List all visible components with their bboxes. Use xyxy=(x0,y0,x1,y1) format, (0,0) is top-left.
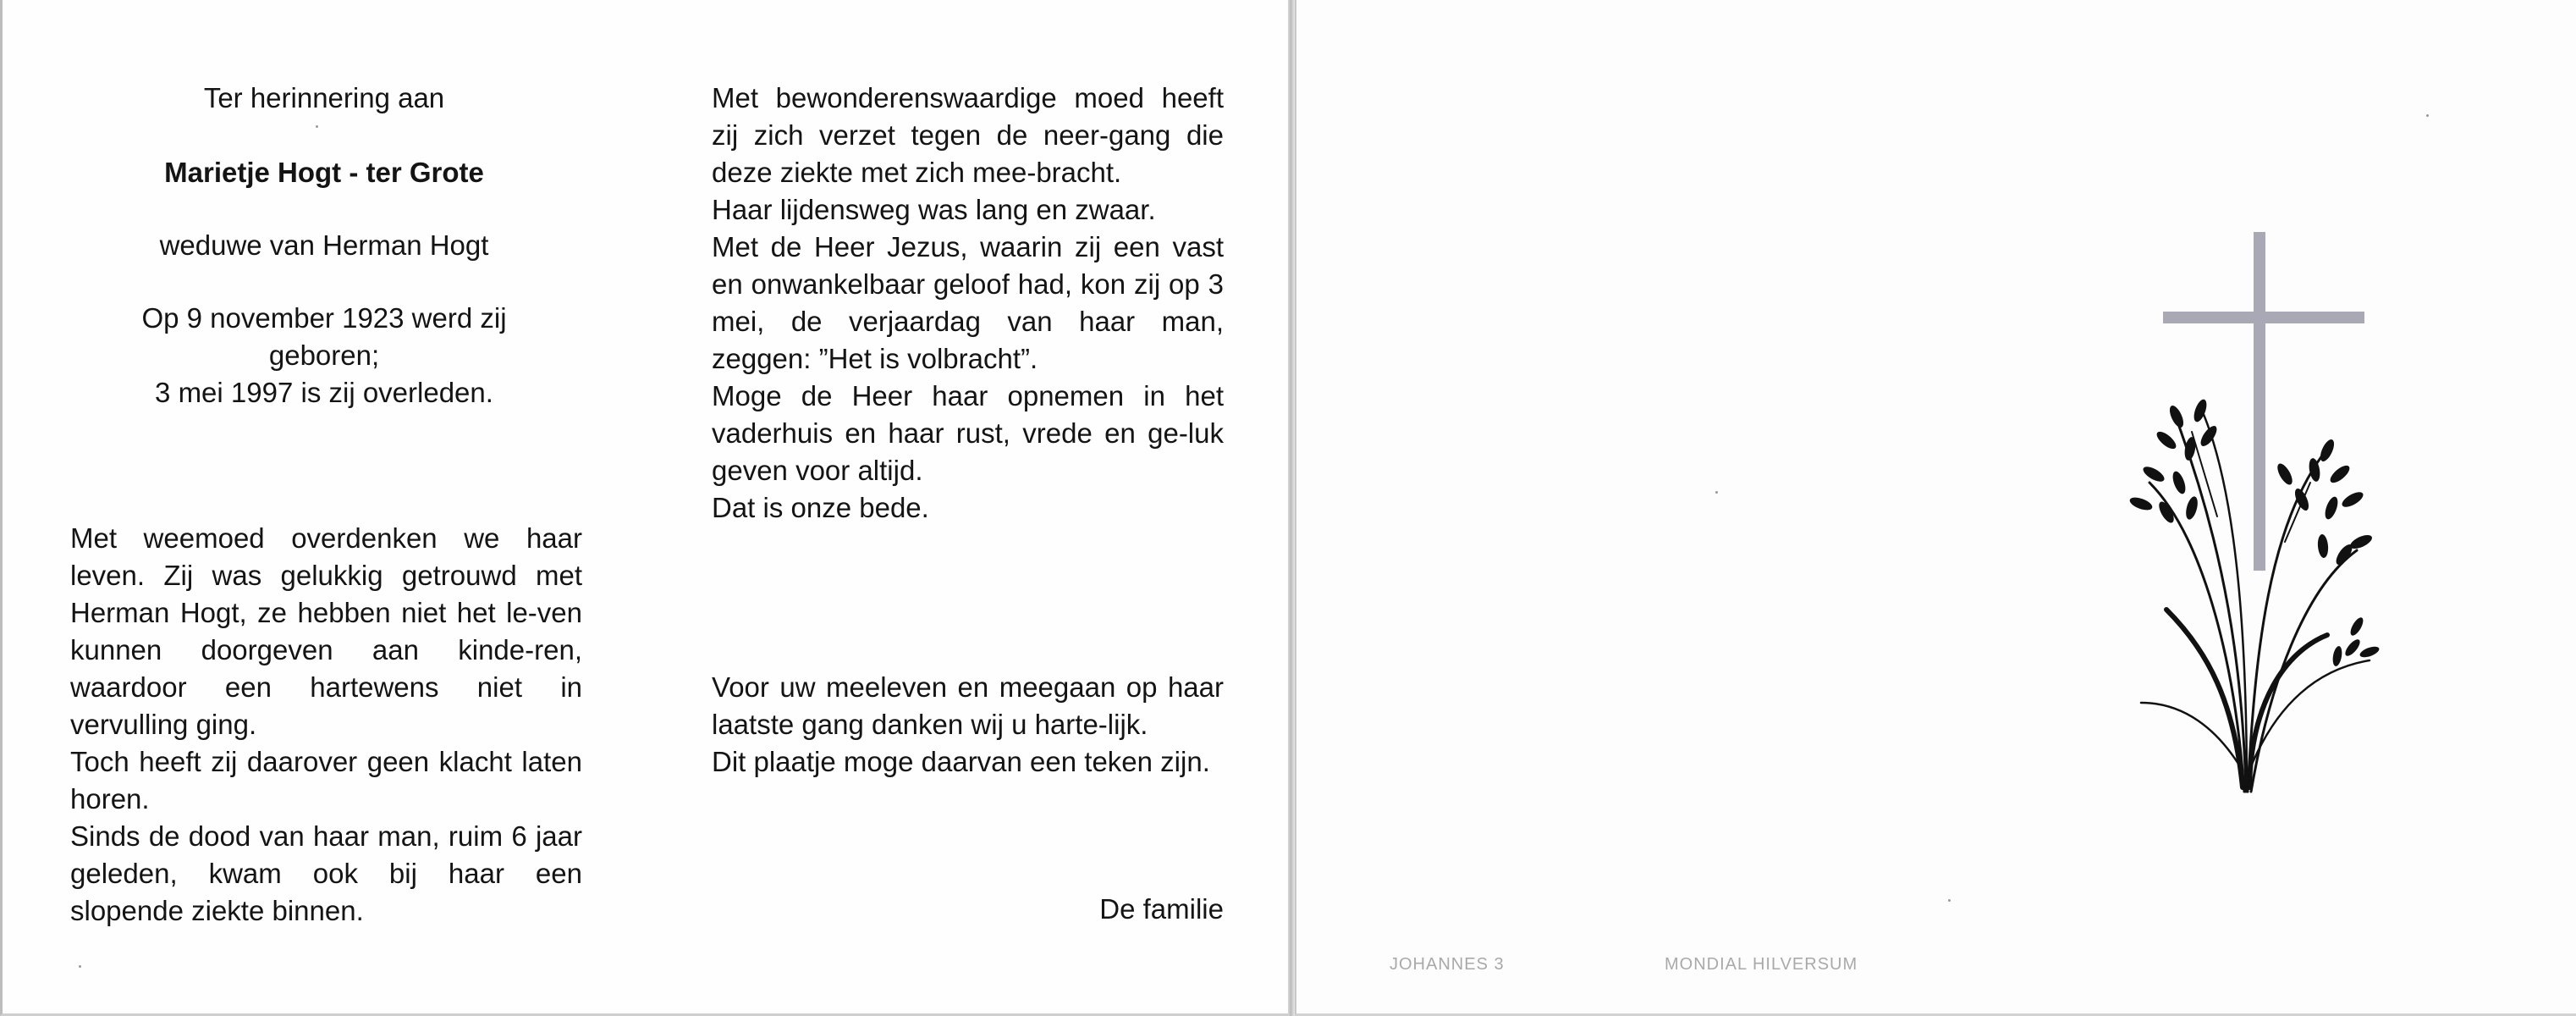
deceased-name: Marietje Hogt - ter Grote xyxy=(164,157,484,188)
card-fold xyxy=(1288,0,1295,1016)
paper-speck xyxy=(2426,114,2429,117)
birth-line: Op 9 november 1923 werd zij xyxy=(141,302,507,334)
memorial-text-left xyxy=(70,520,582,930)
thanks-block xyxy=(712,669,1224,781)
cross-horizontal xyxy=(2163,312,2364,323)
paragraph: Haar lijdensweg was lang en zwaar. xyxy=(712,194,1156,225)
life-dates xyxy=(87,300,561,411)
intro-line: Ter herinnering aan xyxy=(203,82,445,113)
paragraph: Moge de Heer haar opnemen in het vaderhuis en haar rust, vrede en ge-luk geven voor altijd. xyxy=(712,380,1224,486)
widow-line: weduwe van Herman Hogt xyxy=(159,229,489,261)
paragraph: Voor uw meeleven en meegaan op haar laatste gang danken wij u harte-lijk. xyxy=(712,671,1224,740)
paragraph: Dit plaatje moge daarvan een teken zijn. xyxy=(712,746,1210,777)
death-line: 3 mei 1997 is zij overleden. xyxy=(155,377,493,408)
footer-printer: MONDIAL HILVERSUM xyxy=(1665,955,1858,974)
memorial-text-right xyxy=(712,80,1224,527)
paragraph: Met de Heer Jezus, waarin zij een vast en onwankelbaar geloof had, kon zij op 3 mei, de verjaardag van haar man, zeggen: ”Het is volbracht”. xyxy=(712,231,1224,374)
header-block xyxy=(87,80,561,411)
signature: De familie xyxy=(1099,893,1224,925)
paper-speck xyxy=(316,125,318,128)
footer-reference: JOHANNES 3 xyxy=(1390,955,1505,974)
paragraph: Met weemoed overdenken we haar leven. Zij was gelukkig getrouwd met Herman Hogt, ze hebben niet het le-ven kunnen doorgeven aan kinde-ren, waardoor een hartewens niet in vervulling ging. xyxy=(70,522,582,740)
paragraph: Met bewonderenswaardige moed heeft zij zich verzet tegen de neer-gang die deze ziekte met zich mee-bracht. xyxy=(712,82,1224,188)
paragraph: Toch heeft zij daarover geen klacht laten horen. xyxy=(70,746,582,814)
cross-with-grass-icon xyxy=(2116,229,2386,804)
cross-vertical xyxy=(2254,232,2265,571)
birth-line-cont: geboren; xyxy=(268,340,380,371)
paper-speck xyxy=(1948,899,1951,902)
paper-speck xyxy=(79,965,81,968)
paragraph: Dat is onze bede. xyxy=(712,492,929,523)
paper-speck xyxy=(1715,491,1718,494)
paragraph: Sinds de dood van haar man, ruim 6 jaar geleden, kwam ook bij haar een slopende ziekte binnen. xyxy=(70,820,582,926)
